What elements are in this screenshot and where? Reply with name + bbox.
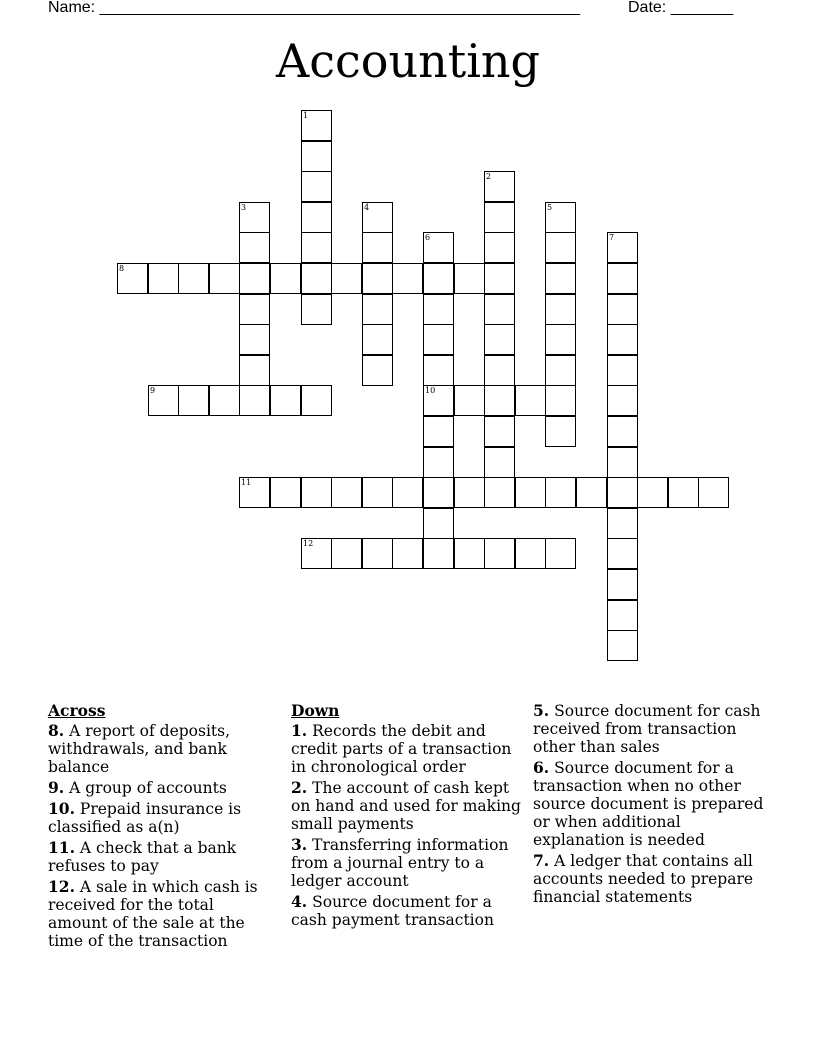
grid-cell[interactable] <box>484 447 515 478</box>
across-clue-11 <box>48 839 276 875</box>
grid-cell[interactable] <box>392 477 423 508</box>
clue-text: A sale in which cash is received for the total amount of the sale at the time of the transaction <box>48 878 258 950</box>
grid-cell[interactable] <box>239 202 270 233</box>
grid-cell[interactable] <box>362 263 393 294</box>
grid-cell[interactable] <box>209 263 240 294</box>
grid-cell[interactable] <box>515 538 546 569</box>
grid-cell[interactable] <box>239 477 270 508</box>
cell-number: 4 <box>364 203 370 212</box>
down-clue-5 <box>533 702 768 756</box>
grid-cell[interactable] <box>484 202 515 233</box>
header <box>48 0 768 20</box>
clues-column-2 <box>291 702 523 932</box>
grid-cell[interactable] <box>423 324 454 355</box>
grid-cell[interactable] <box>239 232 270 263</box>
grid-cell[interactable] <box>362 477 393 508</box>
grid-cell[interactable] <box>607 355 638 386</box>
grid-cell[interactable] <box>607 232 638 263</box>
clue-number: 2. <box>291 778 308 797</box>
grid-cell[interactable] <box>423 232 454 263</box>
grid-cell[interactable] <box>545 477 576 508</box>
grid-cell[interactable] <box>392 538 423 569</box>
grid-cell[interactable] <box>607 416 638 447</box>
grid-cell[interactable] <box>362 294 393 325</box>
puzzle-title: Accounting <box>276 34 540 88</box>
grid-cell[interactable] <box>607 447 638 478</box>
grid-cell[interactable] <box>301 171 332 202</box>
grid-cell[interactable] <box>148 385 179 416</box>
grid-cell[interactable] <box>484 416 515 447</box>
grid-cell[interactable] <box>423 294 454 325</box>
grid-cell[interactable] <box>301 232 332 263</box>
grid-cell[interactable] <box>515 385 546 416</box>
cell-number: 11 <box>241 478 252 487</box>
grid-cell[interactable] <box>423 385 454 416</box>
down-clue-7 <box>533 852 768 906</box>
grid-cell[interactable] <box>362 232 393 263</box>
grid-cell[interactable] <box>484 355 515 386</box>
grid-cell[interactable] <box>178 263 209 294</box>
grid-cell[interactable] <box>515 477 546 508</box>
grid-cell[interactable] <box>607 385 638 416</box>
grid-cell[interactable] <box>545 202 576 233</box>
grid-cell[interactable] <box>239 385 270 416</box>
clue-number: 7. <box>533 851 550 870</box>
grid-cell[interactable] <box>239 294 270 325</box>
grid-cell[interactable] <box>545 385 576 416</box>
cell-number: 3 <box>241 203 247 212</box>
grid-cell[interactable] <box>301 538 332 569</box>
across-heading: Across <box>48 701 106 720</box>
grid-cell[interactable] <box>178 385 209 416</box>
grid-cell[interactable] <box>239 263 270 294</box>
grid-cell[interactable] <box>423 447 454 478</box>
grid-cell[interactable] <box>484 324 515 355</box>
grid-cell[interactable] <box>301 385 332 416</box>
grid-cell[interactable] <box>454 263 485 294</box>
grid-cell[interactable] <box>545 294 576 325</box>
cell-number: 8 <box>119 264 125 273</box>
grid-cell[interactable] <box>423 477 454 508</box>
cell-number: 1 <box>303 111 309 120</box>
grid-cell[interactable] <box>484 294 515 325</box>
grid-cell[interactable] <box>423 508 454 539</box>
grid-cell[interactable] <box>545 416 576 447</box>
clue-number: 12. <box>48 877 75 896</box>
grid-cell[interactable] <box>545 263 576 294</box>
clue-text: Source document for a transaction when no other source document is prepared or when additional explanation is needed <box>533 759 764 849</box>
grid-cell[interactable] <box>607 508 638 539</box>
grid-cell[interactable] <box>607 477 638 508</box>
grid-cell[interactable] <box>301 263 332 294</box>
clue-number: 1. <box>291 721 308 740</box>
clues-column-3 <box>533 702 768 909</box>
down-clue-6 <box>533 759 768 849</box>
grid-cell[interactable] <box>392 263 423 294</box>
grid-cell[interactable] <box>270 263 301 294</box>
grid-cell[interactable] <box>423 416 454 447</box>
grid-cell[interactable] <box>209 385 240 416</box>
down-heading: Down <box>291 701 340 720</box>
cell-number: 5 <box>547 203 553 212</box>
name-field[interactable]: Name: ______________________________________________________ <box>48 0 581 16</box>
grid-cell[interactable] <box>607 569 638 600</box>
clue-number: 5. <box>533 701 550 720</box>
grid-cell[interactable] <box>331 263 362 294</box>
across-clue-10 <box>48 800 276 836</box>
grid-cell[interactable] <box>331 477 362 508</box>
clue-number: 8. <box>48 721 65 740</box>
grid-cell[interactable] <box>423 263 454 294</box>
clue-text: Transferring information from a journal entry to a ledger account <box>291 836 509 890</box>
cell-number: 12 <box>303 539 314 548</box>
grid-cell[interactable] <box>362 202 393 233</box>
grid-cell[interactable] <box>484 385 515 416</box>
grid-cell[interactable] <box>362 324 393 355</box>
grid-cell[interactable] <box>270 385 301 416</box>
clue-number: 10. <box>48 799 75 818</box>
grid-cell[interactable] <box>301 202 332 233</box>
grid-cell[interactable] <box>331 538 362 569</box>
date-field[interactable]: Date: _______ <box>628 0 733 16</box>
grid-cell[interactable] <box>117 263 148 294</box>
grid-cell[interactable] <box>301 294 332 325</box>
clue-text: A report of deposits, withdrawals, and bank balance <box>48 722 231 776</box>
clue-text: Source document for cash received from transaction other than sales <box>533 702 761 756</box>
grid-cell[interactable] <box>484 171 515 202</box>
grid-cell[interactable] <box>484 232 515 263</box>
grid-cell[interactable] <box>454 385 485 416</box>
grid-cell[interactable] <box>454 477 485 508</box>
grid-cell[interactable] <box>607 294 638 325</box>
grid-cell[interactable] <box>239 324 270 355</box>
cell-number: 2 <box>486 172 492 181</box>
grid-cell[interactable] <box>545 232 576 263</box>
grid-cell[interactable] <box>301 477 332 508</box>
grid-cell[interactable] <box>607 324 638 355</box>
down-clue-2 <box>291 779 523 833</box>
clues-column-1 <box>48 702 276 953</box>
grid-cell[interactable] <box>362 355 393 386</box>
clue-number: 6. <box>533 758 550 777</box>
clue-text: A check that a bank refuses to pay <box>48 839 237 875</box>
cell-number: 9 <box>150 386 156 395</box>
cell-number: 6 <box>425 233 431 242</box>
clue-text: A ledger that contains all accounts needed to prepare financial statements <box>533 852 754 906</box>
grid-cell[interactable] <box>423 355 454 386</box>
grid-cell[interactable] <box>423 538 454 569</box>
grid-cell[interactable] <box>301 141 332 172</box>
clue-text: A group of accounts <box>69 779 227 797</box>
clue-number: 4. <box>291 892 308 911</box>
grid-cell[interactable] <box>545 538 576 569</box>
clue-text: Records the debit and credit parts of a transaction in chronological order <box>291 722 512 776</box>
grid-cell[interactable] <box>362 538 393 569</box>
down-clue-3 <box>291 836 523 890</box>
across-clue-9 <box>48 779 276 797</box>
clue-number: 3. <box>291 835 308 854</box>
down-clue-1 <box>291 722 523 776</box>
grid-cell[interactable] <box>698 477 729 508</box>
grid-cell[interactable] <box>545 355 576 386</box>
grid-cell[interactable] <box>545 324 576 355</box>
grid-cell[interactable] <box>607 538 638 569</box>
cell-number: 10 <box>425 386 436 395</box>
grid-cell[interactable] <box>301 110 332 141</box>
grid-cell[interactable] <box>576 477 607 508</box>
down-clue-4 <box>291 893 523 929</box>
grid-cell[interactable] <box>607 630 638 661</box>
grid-cell[interactable] <box>637 477 668 508</box>
grid-cell[interactable] <box>607 600 638 631</box>
grid-cell[interactable] <box>484 263 515 294</box>
grid-cell[interactable] <box>270 477 301 508</box>
grid-cell[interactable] <box>148 263 179 294</box>
clue-number: 9. <box>48 778 65 797</box>
clue-number: 11. <box>48 838 75 857</box>
clue-text: The account of cash kept on hand and used for making small payments <box>291 779 521 833</box>
clue-text: Prepaid insurance is classified as a(n) <box>48 800 242 836</box>
cell-number: 7 <box>609 233 615 242</box>
grid-cell[interactable] <box>668 477 699 508</box>
grid-cell[interactable] <box>454 538 485 569</box>
grid-cell[interactable] <box>484 538 515 569</box>
across-clue-12 <box>48 878 276 950</box>
across-clue-8 <box>48 722 276 776</box>
grid-cell[interactable] <box>239 355 270 386</box>
clue-text: Source document for a cash payment transaction <box>291 893 494 929</box>
grid-cell[interactable] <box>607 263 638 294</box>
grid-cell[interactable] <box>484 477 515 508</box>
